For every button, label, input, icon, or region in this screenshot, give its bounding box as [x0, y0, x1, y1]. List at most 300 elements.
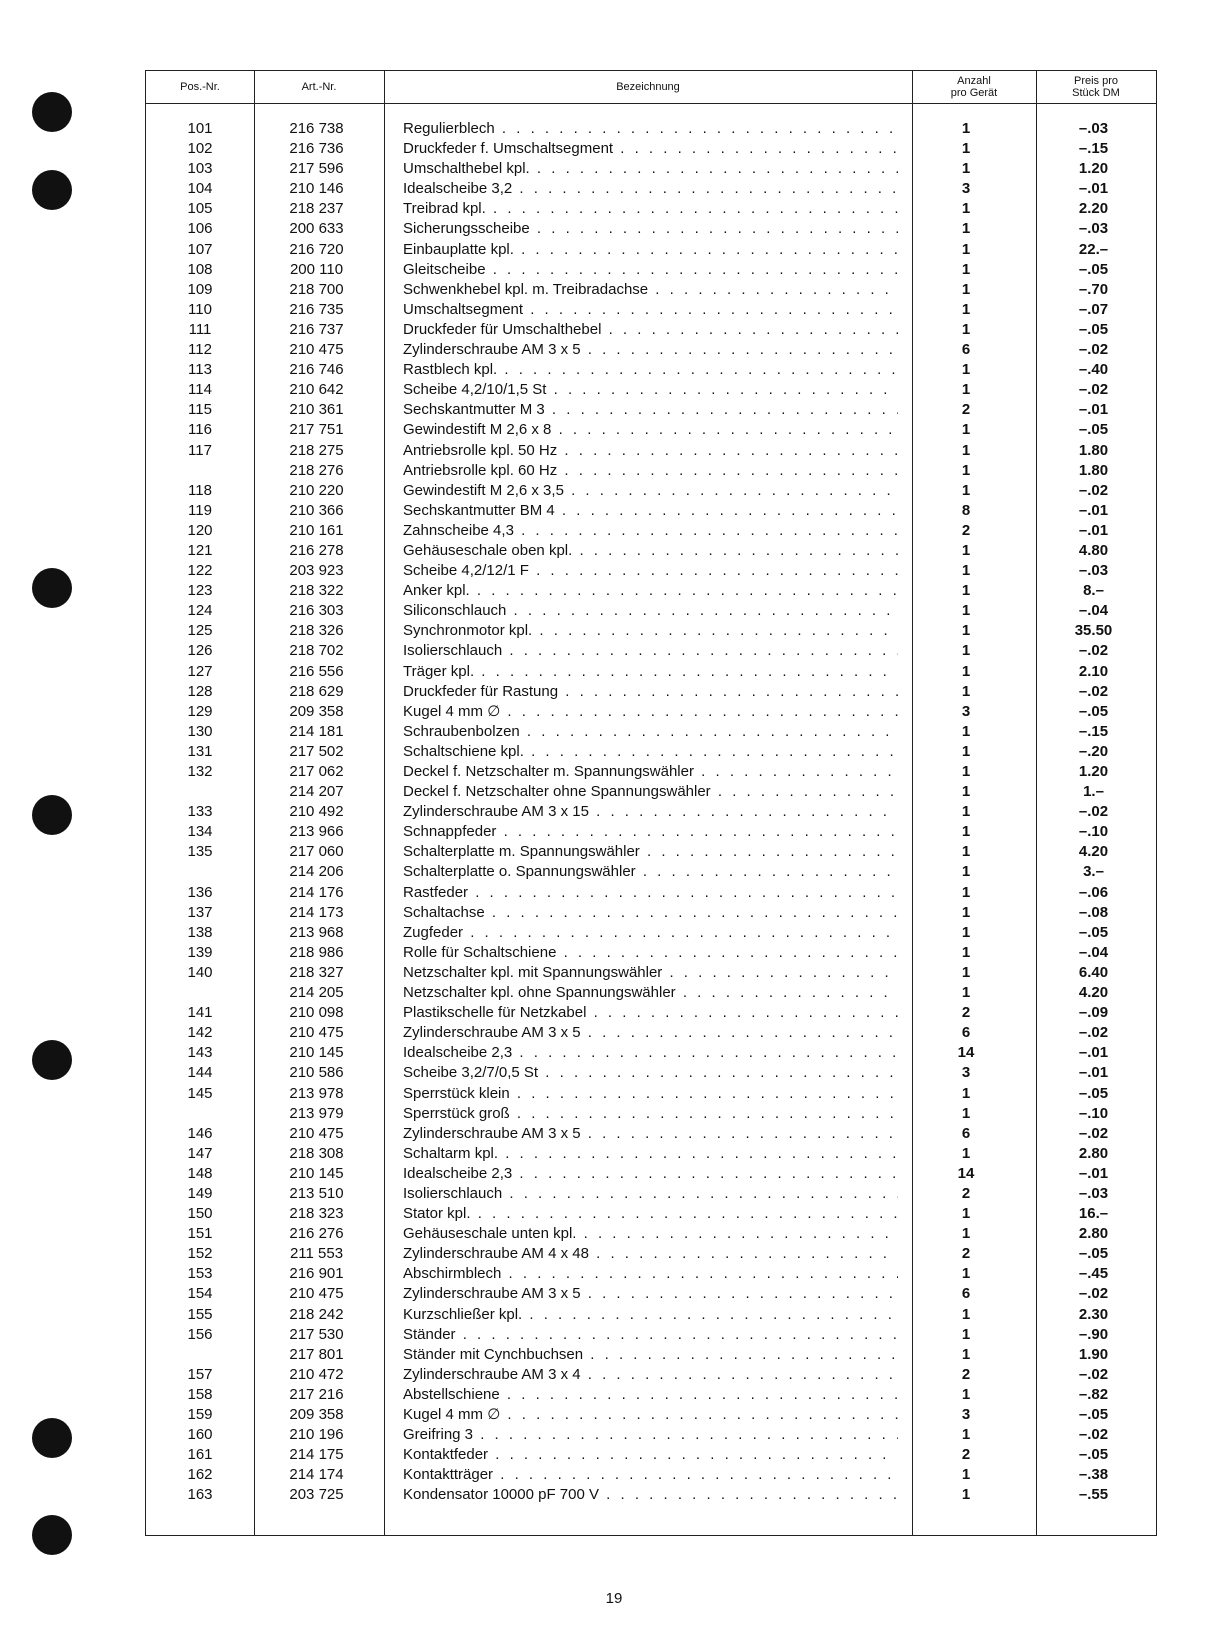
table-row [146, 300, 1156, 320]
quantity: 1 [961, 381, 971, 399]
quantity: 1 [961, 1305, 971, 1323]
pos-number: 155 [187, 1305, 213, 1323]
article-number: 210 361 [289, 401, 344, 419]
price: –.05 [1078, 1245, 1109, 1263]
pos-number: 157 [187, 1365, 213, 1383]
quantity: 1 [961, 943, 971, 961]
price: 1.– [1083, 783, 1104, 801]
quantity: 1 [961, 642, 971, 660]
pos-number: 145 [187, 1084, 213, 1102]
binder-hole [32, 1040, 72, 1080]
table-row [146, 1023, 1156, 1043]
quantity: 6 [961, 1285, 971, 1303]
price: 1.20 [1078, 160, 1109, 178]
pos-number: 151 [187, 1225, 213, 1243]
article-number: 210 492 [289, 803, 344, 821]
description: Druckfeder für Rastung . . . [403, 682, 898, 702]
header-bezeichnung: Bezeichnung [616, 81, 680, 93]
quantity: 1 [961, 200, 971, 218]
price: –.02 [1078, 642, 1109, 660]
description: Gewindestift M 2,6 x 8 . . . [403, 420, 898, 440]
article-number: 216 901 [289, 1265, 344, 1283]
pos-number: 163 [187, 1486, 213, 1504]
quantity: 1 [961, 1325, 971, 1343]
price: –.06 [1078, 883, 1109, 901]
article-number: 210 475 [289, 1024, 344, 1042]
quantity: 1 [961, 1265, 971, 1283]
pos-number: 159 [187, 1406, 213, 1423]
article-number: 209 358 [289, 1406, 344, 1423]
price: 1.90 [1078, 1345, 1109, 1363]
header-preis: Preis pro Stück DM [1072, 75, 1120, 99]
binder-hole [32, 568, 72, 608]
description: Druckfeder für Umschalthebel . . . [403, 320, 898, 340]
price: 4.20 [1078, 843, 1109, 861]
price: –.03 [1078, 1184, 1109, 1202]
table-row [146, 1104, 1156, 1124]
description: Schaltachse . . . [403, 903, 898, 923]
table-row [146, 963, 1156, 983]
price: 2.20 [1078, 200, 1109, 218]
quantity: 1 [961, 541, 971, 559]
binder-hole [32, 1515, 72, 1555]
quantity: 1 [961, 742, 971, 760]
pos-number: 106 [187, 220, 213, 238]
article-number: 217 216 [289, 1385, 344, 1403]
article-number: 214 174 [289, 1466, 344, 1484]
table-row [146, 742, 1156, 762]
quantity: 1 [961, 923, 971, 941]
price: –.02 [1078, 481, 1109, 499]
table-row [146, 722, 1156, 742]
article-number: 218 322 [289, 582, 344, 600]
article-number: 217 751 [289, 421, 344, 439]
table-row [146, 1124, 1156, 1144]
description: Kugel 4 mm ∅ . . . [403, 1405, 898, 1425]
price: 1.80 [1078, 441, 1109, 459]
pos-number: 104 [187, 180, 213, 198]
quantity: 2 [961, 401, 971, 419]
quantity: 2 [961, 521, 971, 539]
article-number: 217 062 [289, 763, 344, 780]
quantity: 1 [961, 602, 971, 620]
table-row [146, 420, 1156, 440]
description: Zylinderschraube AM 3 x 5 . . . [403, 340, 898, 360]
pos-number: 130 [187, 722, 213, 740]
table-row [146, 1345, 1156, 1365]
description: Netzschalter kpl. mit Spannungswähler . . . [403, 963, 898, 983]
price: –.03 [1078, 562, 1109, 580]
description: Antriebsrolle kpl. 60 Hz . . . [403, 461, 898, 481]
pos-number: 117 [188, 441, 212, 459]
binder-hole [32, 92, 72, 132]
article-number: 214 173 [289, 903, 344, 921]
table-row [146, 139, 1156, 159]
table-row [146, 360, 1156, 380]
description: Rastblech kpl. . . . [403, 360, 898, 380]
quantity: 1 [961, 1225, 971, 1243]
article-number: 200 110 [289, 260, 344, 278]
price: –.05 [1078, 1084, 1109, 1102]
table-row [146, 1204, 1156, 1224]
quantity: 2 [961, 1365, 971, 1383]
description: Kontaktfeder . . . [403, 1445, 898, 1465]
price: –.05 [1078, 421, 1109, 439]
pos-number: 136 [187, 883, 213, 901]
table-row [146, 340, 1156, 360]
pos-number: 111 [188, 320, 212, 338]
description: Sechskantmutter BM 4 . . . [403, 501, 898, 521]
pos-number: 142 [187, 1024, 213, 1042]
description: Zahnscheibe 4,3 . . . [403, 521, 898, 541]
pos-number: 144 [187, 1064, 213, 1082]
pos-number: 127 [187, 662, 213, 680]
pos-number: 156 [187, 1325, 213, 1343]
description: Zylinderschraube AM 4 x 48 . . . [403, 1244, 898, 1264]
description: Synchronmotor kpl. . . . [403, 621, 898, 641]
pos-number: 124 [187, 602, 213, 620]
article-number: 214 181 [289, 722, 344, 740]
pos-number: 150 [187, 1205, 213, 1223]
page-number: 19 [605, 1590, 623, 1607]
article-number: 217 801 [289, 1345, 344, 1363]
article-number: 210 196 [289, 1426, 344, 1444]
price: –.10 [1078, 823, 1109, 841]
price: –.15 [1078, 722, 1109, 740]
quantity: 1 [961, 662, 971, 680]
quantity: 1 [961, 763, 971, 780]
table-row [146, 441, 1156, 461]
quantity: 1 [961, 240, 971, 258]
table-row [146, 260, 1156, 280]
table-row [146, 1284, 1156, 1304]
pos-number: 115 [188, 401, 212, 419]
description: Schwenkhebel kpl. m. Treibradachse . . . [403, 280, 898, 300]
description: Abschirmblech . . . [403, 1264, 898, 1284]
table-row [146, 1224, 1156, 1244]
quantity: 1 [961, 481, 971, 499]
quantity: 1 [961, 160, 971, 178]
quantity: 3 [961, 1064, 971, 1082]
table-row [146, 1164, 1156, 1184]
article-number: 210 161 [289, 521, 344, 539]
article-number: 210 642 [289, 381, 344, 399]
price: –.70 [1078, 280, 1109, 298]
quantity: 1 [961, 140, 971, 158]
price: 8.– [1083, 582, 1104, 600]
quantity: 1 [961, 1084, 971, 1102]
table-row [146, 1485, 1156, 1505]
article-number: 210 366 [289, 501, 344, 519]
table-row [146, 923, 1156, 943]
description: Ständer . . . [403, 1325, 898, 1345]
description: Netzschalter kpl. ohne Spannungswähler . . . [403, 983, 898, 1003]
pos-number: 108 [187, 260, 213, 278]
article-number: 218 323 [289, 1205, 344, 1223]
price: –.02 [1078, 803, 1109, 821]
description: Antriebsrolle kpl. 50 Hz . . . [403, 441, 898, 461]
table-row [146, 1144, 1156, 1164]
article-number: 218 629 [289, 682, 344, 700]
pos-number: 152 [187, 1245, 213, 1263]
pos-number: 143 [187, 1044, 213, 1062]
description: Zylinderschraube AM 3 x 5 . . . [403, 1124, 898, 1144]
pos-number: 140 [187, 963, 213, 981]
quantity: 3 [961, 702, 971, 720]
quantity: 1 [961, 120, 971, 137]
article-number: 210 220 [289, 481, 344, 499]
pos-number: 132 [187, 763, 213, 780]
quantity: 1 [961, 722, 971, 740]
quantity: 8 [961, 501, 971, 519]
description: Rastfeder . . . [403, 883, 898, 903]
pos-number: 109 [187, 280, 213, 298]
description: Gehäuseschale unten kpl. . . . [403, 1224, 898, 1244]
price: 1.20 [1078, 763, 1109, 780]
table-row [146, 641, 1156, 661]
table-row [146, 601, 1156, 621]
pos-number: 118 [188, 481, 212, 499]
table-row [146, 983, 1156, 1003]
description: Einbauplatte kpl. . . . [403, 240, 898, 260]
article-number: 218 327 [289, 963, 344, 981]
description: Schnappfeder . . . [403, 822, 898, 842]
binder-hole [32, 170, 72, 210]
price: –.02 [1078, 341, 1109, 359]
article-number: 210 475 [289, 1124, 344, 1142]
description: Druckfeder f. Umschaltsegment . . . [403, 139, 898, 159]
table-row [146, 461, 1156, 481]
pos-number: 123 [187, 582, 213, 600]
pos-number: 122 [187, 562, 213, 580]
article-number: 216 303 [289, 602, 344, 620]
table-row [146, 481, 1156, 501]
description: Gleitscheibe . . . [403, 260, 898, 280]
price: –.02 [1078, 1365, 1109, 1383]
quantity: 1 [961, 984, 971, 1002]
table-row [146, 1084, 1156, 1104]
description: Greifring 3 . . . [403, 1425, 898, 1445]
pos-number: 120 [187, 521, 213, 539]
price: –.05 [1078, 702, 1109, 720]
price: –.01 [1078, 1064, 1109, 1082]
quantity: 1 [961, 1466, 971, 1484]
article-number: 216 736 [289, 140, 344, 158]
description: Zylinderschraube AM 3 x 5 . . . [403, 1284, 898, 1304]
pos-number: 153 [187, 1265, 213, 1283]
table-row [146, 561, 1156, 581]
table-row [146, 1385, 1156, 1405]
price: –.02 [1078, 1285, 1109, 1303]
quantity: 6 [961, 341, 971, 359]
pos-number: 119 [188, 501, 212, 519]
price: 22.– [1078, 240, 1109, 258]
description: Sechskantmutter M 3 . . . [403, 400, 898, 420]
description: Sicherungsscheibe . . . [403, 219, 898, 239]
description: Scheibe 4,2/10/1,5 St . . . [403, 380, 898, 400]
quantity: 1 [961, 1104, 971, 1122]
table-row [146, 682, 1156, 702]
article-number: 213 979 [289, 1104, 344, 1122]
pos-number: 146 [187, 1124, 213, 1142]
description: Scheibe 4,2/12/1 F . . . [403, 561, 898, 581]
description: Siliconschlauch . . . [403, 601, 898, 621]
description: Sperrstück groß . . . [403, 1104, 898, 1124]
pos-number: 133 [187, 803, 213, 821]
table-row [146, 1325, 1156, 1345]
description: Umschaltsegment . . . [403, 300, 898, 320]
price: –.02 [1078, 1426, 1109, 1444]
table-row [146, 179, 1156, 199]
table-row [146, 1305, 1156, 1325]
quantity: 6 [961, 1124, 971, 1142]
quantity: 1 [961, 783, 971, 801]
description: Anker kpl. . . . [403, 581, 898, 601]
pos-number: 141 [187, 1004, 213, 1022]
article-number: 216 746 [289, 361, 344, 379]
quantity: 2 [961, 1446, 971, 1464]
table-row [146, 280, 1156, 300]
price: –.55 [1078, 1486, 1109, 1504]
pos-number: 129 [187, 702, 213, 720]
article-number: 213 968 [289, 923, 344, 941]
table-row [146, 1445, 1156, 1465]
binder-hole [32, 795, 72, 835]
table-row [146, 581, 1156, 601]
table-row [146, 1003, 1156, 1023]
pos-number: 134 [187, 823, 213, 841]
article-number: 217 060 [289, 843, 344, 861]
quantity: 1 [961, 622, 971, 640]
table-row [146, 380, 1156, 400]
article-number: 214 207 [289, 783, 344, 801]
price: –.10 [1078, 1104, 1109, 1122]
pos-number: 102 [187, 140, 213, 158]
pos-number: 103 [187, 160, 213, 178]
price: –.05 [1078, 320, 1109, 338]
article-number: 216 738 [289, 120, 344, 137]
table-row [146, 1184, 1156, 1204]
article-number: 210 145 [289, 1044, 344, 1062]
quantity: 1 [961, 843, 971, 861]
price: –.08 [1078, 903, 1109, 921]
header-art: Art.-Nr. [301, 81, 337, 93]
price: 2.80 [1078, 1144, 1109, 1162]
pos-number: 135 [187, 843, 213, 861]
quantity: 14 [957, 1044, 975, 1062]
pos-number: 112 [188, 341, 212, 359]
price: –.09 [1078, 1004, 1109, 1022]
description: Isolierschlauch . . . [403, 1184, 898, 1204]
pos-number: 113 [188, 361, 212, 379]
price: –.02 [1078, 381, 1109, 399]
binder-hole [32, 1418, 72, 1458]
price: –.01 [1078, 1164, 1109, 1182]
price: 2.10 [1078, 662, 1109, 680]
description: Plastikschelle für Netzkabel . . . [403, 1003, 898, 1023]
price: –.01 [1078, 521, 1109, 539]
pos-number: 125 [187, 622, 213, 640]
description: Schaltarm kpl. . . . [403, 1144, 898, 1164]
price: –.03 [1078, 120, 1109, 137]
pos-number: 147 [187, 1144, 213, 1162]
pos-number: 154 [187, 1285, 213, 1303]
description: Kugel 4 mm ∅ . . . [403, 702, 898, 722]
pos-number: 126 [187, 642, 213, 660]
price: –.02 [1078, 1024, 1109, 1042]
description: Isolierschlauch . . . [403, 641, 898, 661]
article-number: 216 556 [289, 662, 344, 680]
article-number: 217 596 [289, 160, 344, 178]
description: Idealscheibe 2,3 . . . [403, 1164, 898, 1184]
price: –.20 [1078, 742, 1109, 760]
table-row [146, 1365, 1156, 1385]
quantity: 6 [961, 1024, 971, 1042]
description: Träger kpl. . . . [403, 662, 898, 682]
article-number: 216 278 [289, 541, 344, 559]
quantity: 1 [961, 1385, 971, 1403]
article-number: 210 145 [289, 1164, 344, 1182]
description: Zylinderschraube AM 3 x 4 . . . [403, 1365, 898, 1385]
article-number: 203 923 [289, 562, 344, 580]
description: Schalterplatte o. Spannungswähler . . . [403, 862, 898, 882]
pos-number: 110 [188, 300, 212, 318]
description: Idealscheibe 2,3 . . . [403, 1043, 898, 1063]
quantity: 1 [961, 441, 971, 459]
table-row [146, 621, 1156, 641]
price: –.01 [1078, 1044, 1109, 1062]
quantity: 1 [961, 320, 971, 338]
article-number: 217 530 [289, 1325, 344, 1343]
description: Abstellschiene . . . [403, 1385, 898, 1405]
pos-number: 128 [187, 682, 213, 700]
article-number: 210 098 [289, 1004, 344, 1022]
price: –.01 [1078, 180, 1109, 198]
article-number: 218 242 [289, 1305, 344, 1323]
description: Kondensator 10000 pF 700 V . . . [403, 1485, 898, 1505]
article-number: 218 276 [289, 461, 344, 479]
quantity: 1 [961, 361, 971, 379]
table-row [146, 219, 1156, 239]
price: –.05 [1078, 260, 1109, 278]
pos-number: 138 [187, 923, 213, 941]
table-row [146, 1405, 1156, 1425]
article-number: 210 586 [289, 1064, 344, 1082]
table-row [146, 702, 1156, 722]
table-row [146, 119, 1156, 139]
pos-number: 148 [187, 1164, 213, 1182]
description: Treibrad kpl. . . . [403, 199, 898, 219]
quantity: 1 [961, 260, 971, 278]
quantity: 1 [961, 682, 971, 700]
pos-number: 161 [187, 1446, 213, 1464]
article-number: 217 502 [289, 742, 344, 760]
quantity: 1 [961, 863, 971, 881]
quantity: 1 [961, 300, 971, 318]
price: –.38 [1078, 1466, 1109, 1484]
price: 2.30 [1078, 1305, 1109, 1323]
article-number: 218 308 [289, 1144, 344, 1162]
article-number: 211 553 [289, 1245, 344, 1263]
article-number: 216 735 [289, 300, 344, 318]
header-anzahl: Anzahl pro Gerät [950, 75, 998, 99]
pos-number: 105 [187, 200, 213, 218]
price: –.07 [1078, 300, 1109, 318]
description: Rolle für Schaltschiene . . . [403, 943, 898, 963]
article-number: 216 276 [289, 1225, 344, 1243]
table-row [146, 762, 1156, 782]
article-number: 218 326 [289, 622, 344, 640]
